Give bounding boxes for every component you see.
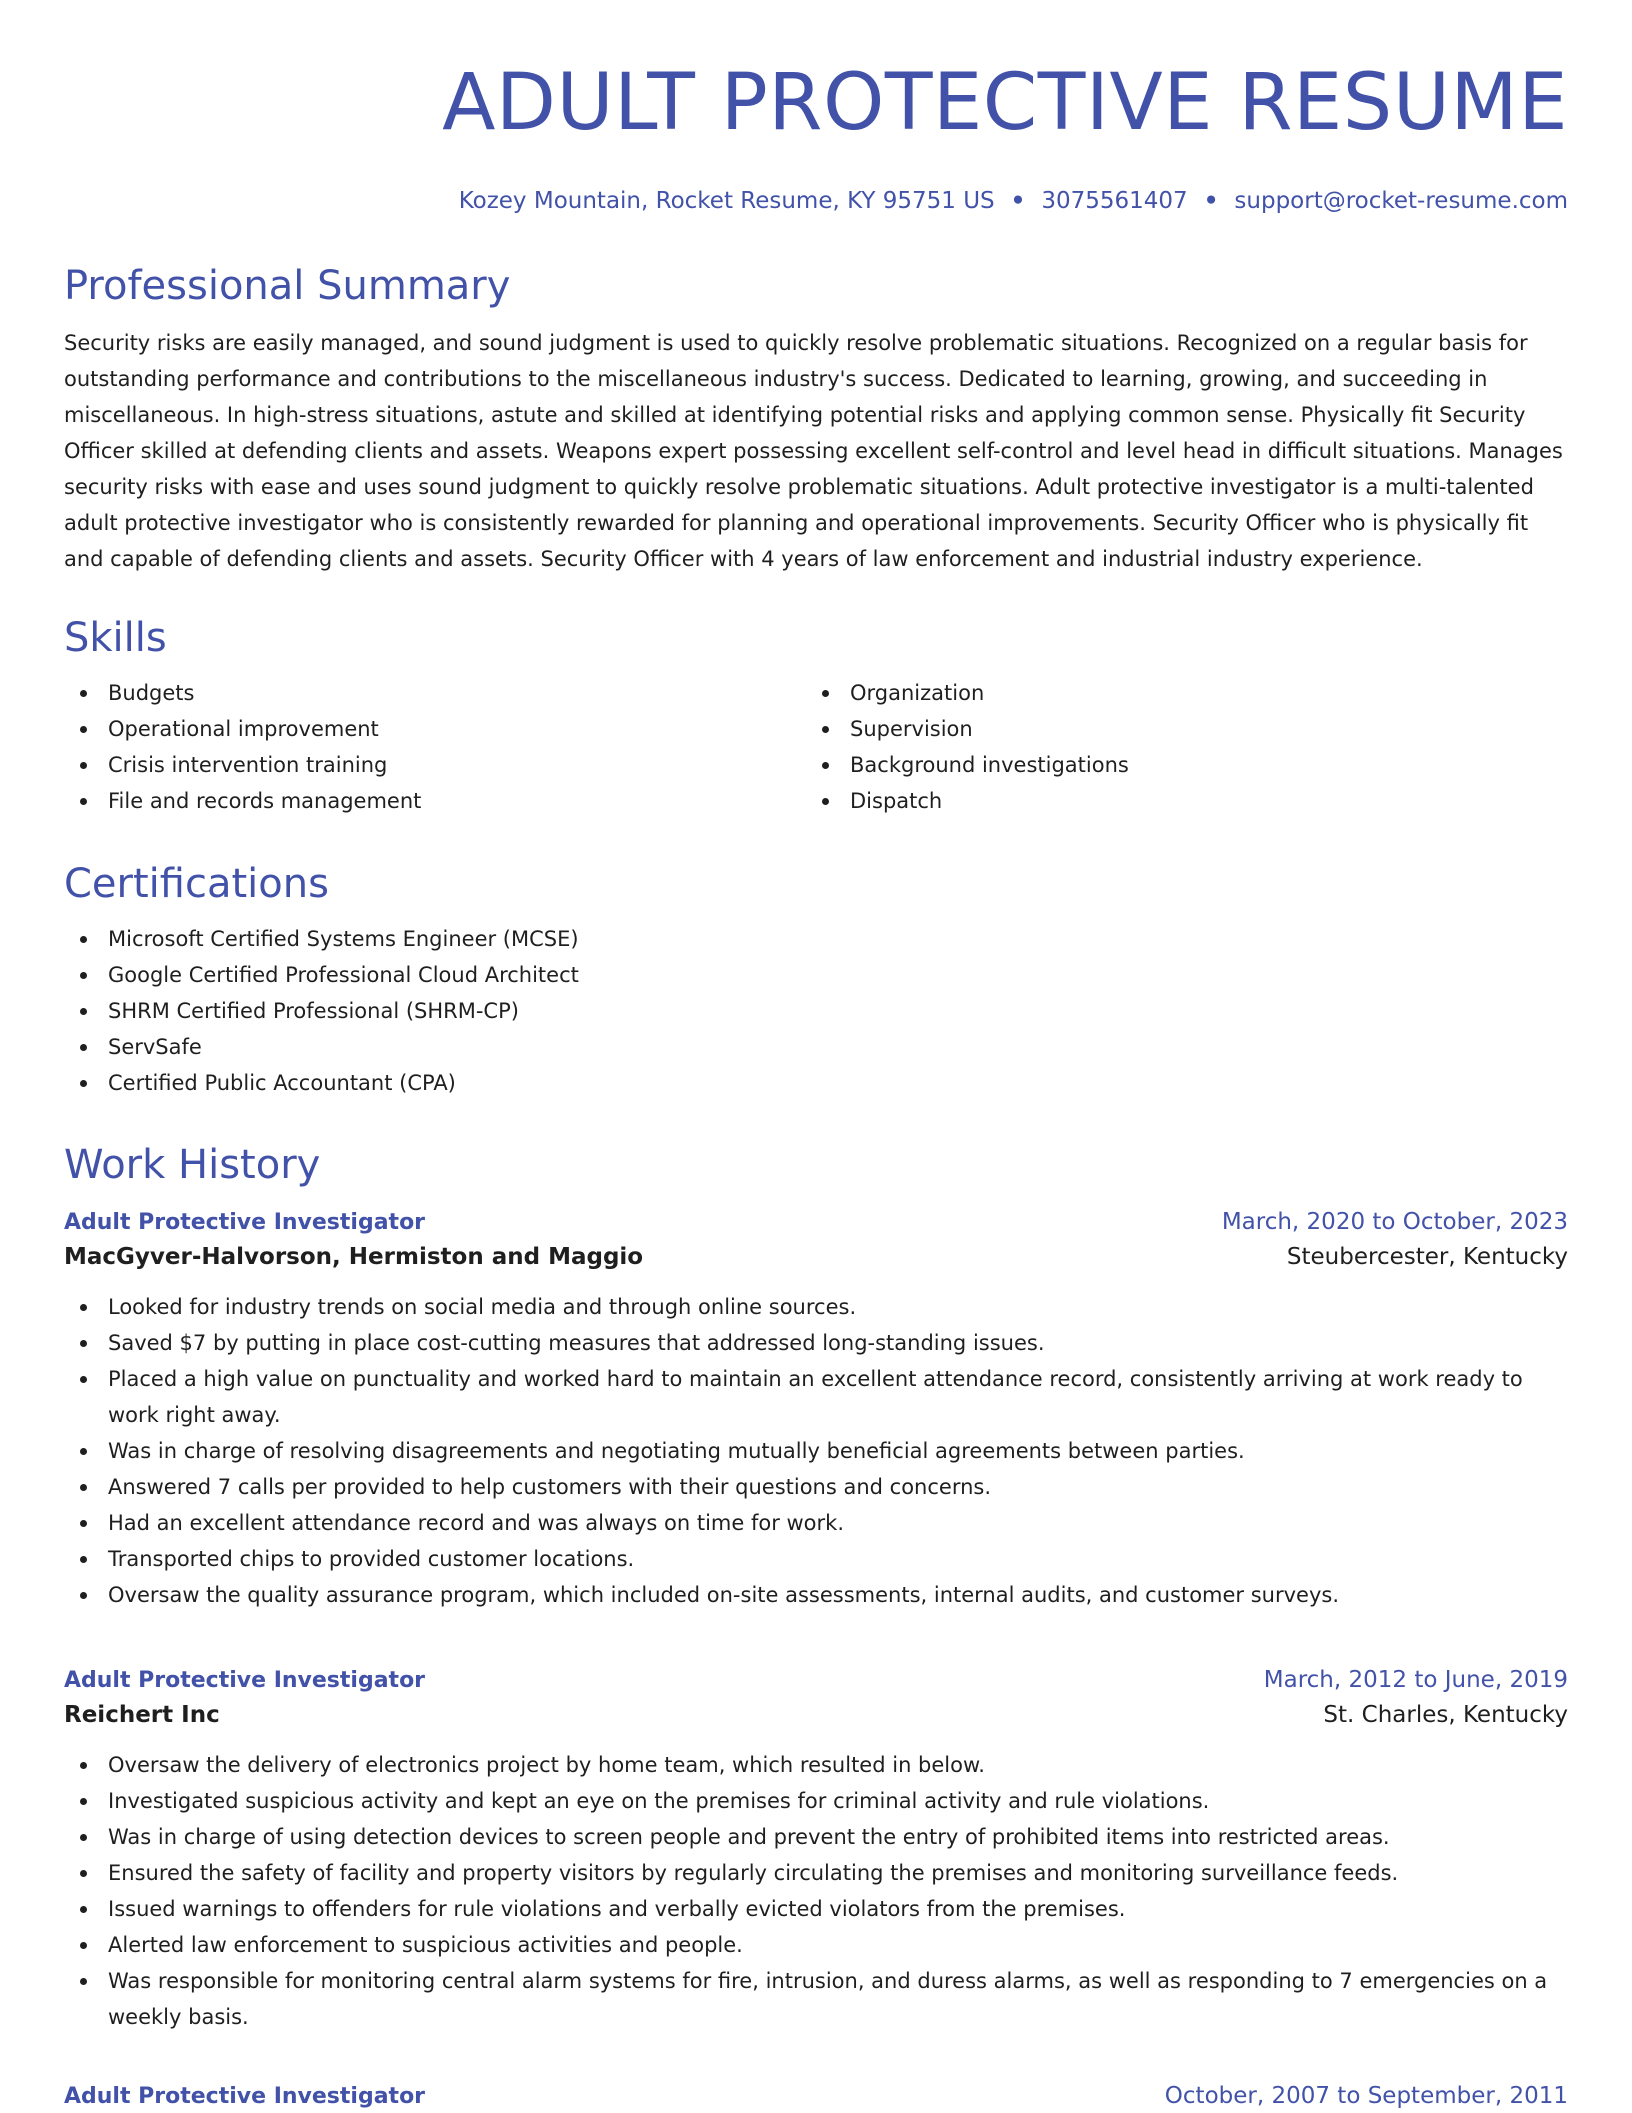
skill-item: Dispatch <box>806 783 1548 819</box>
skill-item: Background investigations <box>806 747 1548 783</box>
skills-heading: Skills <box>64 615 167 661</box>
job-dates: October, 2007 to September, 2011 <box>1164 2083 1568 2109</box>
contact-separator: • <box>1203 188 1219 214</box>
job-title: Adult Protective Investigator <box>64 2084 426 2109</box>
job-company: MacGyver-Halvorson, Hermiston and Maggio <box>64 1244 644 1270</box>
job-bullet: Saved $7 by putting in place cost-cutting measures that addressed long-standing issues. <box>64 1325 1568 1361</box>
contact-address: Kozey Mountain, Rocket Resume, KY 95751 US <box>458 188 995 214</box>
job-bullet: Looked for industry trends on social media and through online sources. <box>64 1289 1568 1325</box>
job-bullet: Answered 7 calls per provided to help customers with their questions and concerns. <box>64 1469 1568 1505</box>
job-bullet: Investigated suspicious activity and kept an eye on the premises for criminal activity and rule violations. <box>64 1783 1568 1819</box>
job-bullet: Transported chips to provided customer locations. <box>64 1541 1568 1577</box>
work-history-section <box>64 1140 1568 1613</box>
job-location: Steubercester, Kentucky <box>1286 1244 1568 1270</box>
job-bullet: Was in charge of resolving disagreements and negotiating mutually beneficial agreements between parties. <box>64 1433 1568 1469</box>
skill-item: Crisis intervention training <box>64 747 806 783</box>
job-title: Adult Protective Investigator <box>64 1668 426 1693</box>
job-title: Adult Protective Investigator <box>64 1210 426 1235</box>
job-bullet: Had an excellent attendance record and was always on time for work. <box>64 1505 1568 1541</box>
contact-phone: 3075561407 <box>1041 188 1188 214</box>
skills-grid <box>64 675 1568 819</box>
summary-text: Security risks are easily managed, and sound judgment is used to quickly resolve problematic situations. Recognized on a regular basis for outstanding performance and contributions to the miscellaneous industry's success. Dedicated to learning, growing, and succeeding in miscellaneous. In high-stress situations, astute and skilled at identifying potential risks and applying common sense. Physically fit Security Officer skilled at defending clients and assets. Weapons expert possessing excellent self-control and level head in difficult situations. Manages security risks with ease and uses sound judgment to quickly resolve problematic situations. Adult protective investigator is a multi-talented adult protective investigator who is consistently rewarded for planning and operational improvements. Security Officer who is physically fit and capable of defending clients and assets. Security Officer with 4 years of law enforcement and industrial industry experience. <box>64 331 1563 571</box>
job-bullets <box>64 1747 1568 2035</box>
certification-item: SHRM Certified Professional (SHRM-CP) <box>64 993 1568 1029</box>
job-company-row <box>64 1239 1568 1275</box>
job-bullet: Was in charge of using detection devices to screen people and prevent the entry of prohibited items into restricted areas. <box>64 1819 1568 1855</box>
job-title-row <box>64 1664 1568 1697</box>
certification-item: Google Certified Professional Cloud Architect <box>64 957 1568 993</box>
certifications-list <box>64 921 1568 1101</box>
certification-item: Microsoft Certified Systems Engineer (MCSE) <box>64 921 1568 957</box>
job-bullet: Oversaw the quality assurance program, which included on-site assessments, internal audits, and customer surveys. <box>64 1577 1568 1613</box>
job-company: Reichert Inc <box>64 1702 220 1728</box>
job-bullet: Oversaw the delivery of electronics project by home team, which resulted in below. <box>64 1747 1568 1783</box>
job-entry <box>64 1664 1568 2035</box>
job-entry <box>64 1206 1568 1613</box>
resume-page <box>64 0 1568 2109</box>
resume-title: ADULT PROTECTIVE RESUME <box>442 58 1568 148</box>
skill-item: Budgets <box>64 675 806 711</box>
certifications-section <box>64 859 1568 1101</box>
skill-item: Organization <box>806 675 1548 711</box>
skill-item: Operational improvement <box>64 711 806 747</box>
summary-heading: Professional Summary <box>64 263 511 309</box>
job-bullets <box>64 1289 1568 1613</box>
job-entry <box>64 2080 1568 2113</box>
job-bullet: Ensured the safety of facility and property visitors by regularly circulating the premises and monitoring surveillance feeds. <box>64 1855 1568 1891</box>
certification-item: Certified Public Accountant (CPA) <box>64 1065 1568 1101</box>
skill-item: File and records management <box>64 783 806 819</box>
skill-item: Supervision <box>806 711 1548 747</box>
job-bullet: Was responsible for monitoring central alarm systems for fire, intrusion, and duress alarms, as well as responding to 7 emergencies on a weekly basis. <box>64 1963 1568 2035</box>
summary-section <box>64 261 1568 577</box>
contact-separator: • <box>1010 188 1026 214</box>
job-bullet: Placed a high value on punctuality and worked hard to maintain an excellent attendance record, consistently arriving at work ready to work right away. <box>64 1361 1568 1433</box>
work-history-heading: Work History <box>64 1142 321 1188</box>
job-location: St. Charles, Kentucky <box>1323 1702 1568 1728</box>
job-title-row <box>64 1206 1568 1239</box>
skills-list-right <box>806 675 1548 819</box>
contact-line <box>64 186 1568 216</box>
job-bullet: Alerted law enforcement to suspicious activities and people. <box>64 1927 1568 1963</box>
contact-email[interactable]: support@rocket-resume.com <box>1234 188 1568 214</box>
certification-item: ServSafe <box>64 1029 1568 1065</box>
certifications-heading: Certifications <box>64 861 329 907</box>
job-bullet: Issued warnings to offenders for rule violations and verbally evicted violators from the premises. <box>64 1891 1568 1927</box>
job-dates: March, 2012 to June, 2019 <box>1263 1667 1568 1693</box>
skills-section <box>64 613 1568 819</box>
skills-list-left <box>64 675 806 819</box>
job-dates: March, 2020 to October, 2023 <box>1221 1209 1568 1235</box>
job-title-row <box>64 2080 1568 2113</box>
job-company-row <box>64 1697 1568 1733</box>
